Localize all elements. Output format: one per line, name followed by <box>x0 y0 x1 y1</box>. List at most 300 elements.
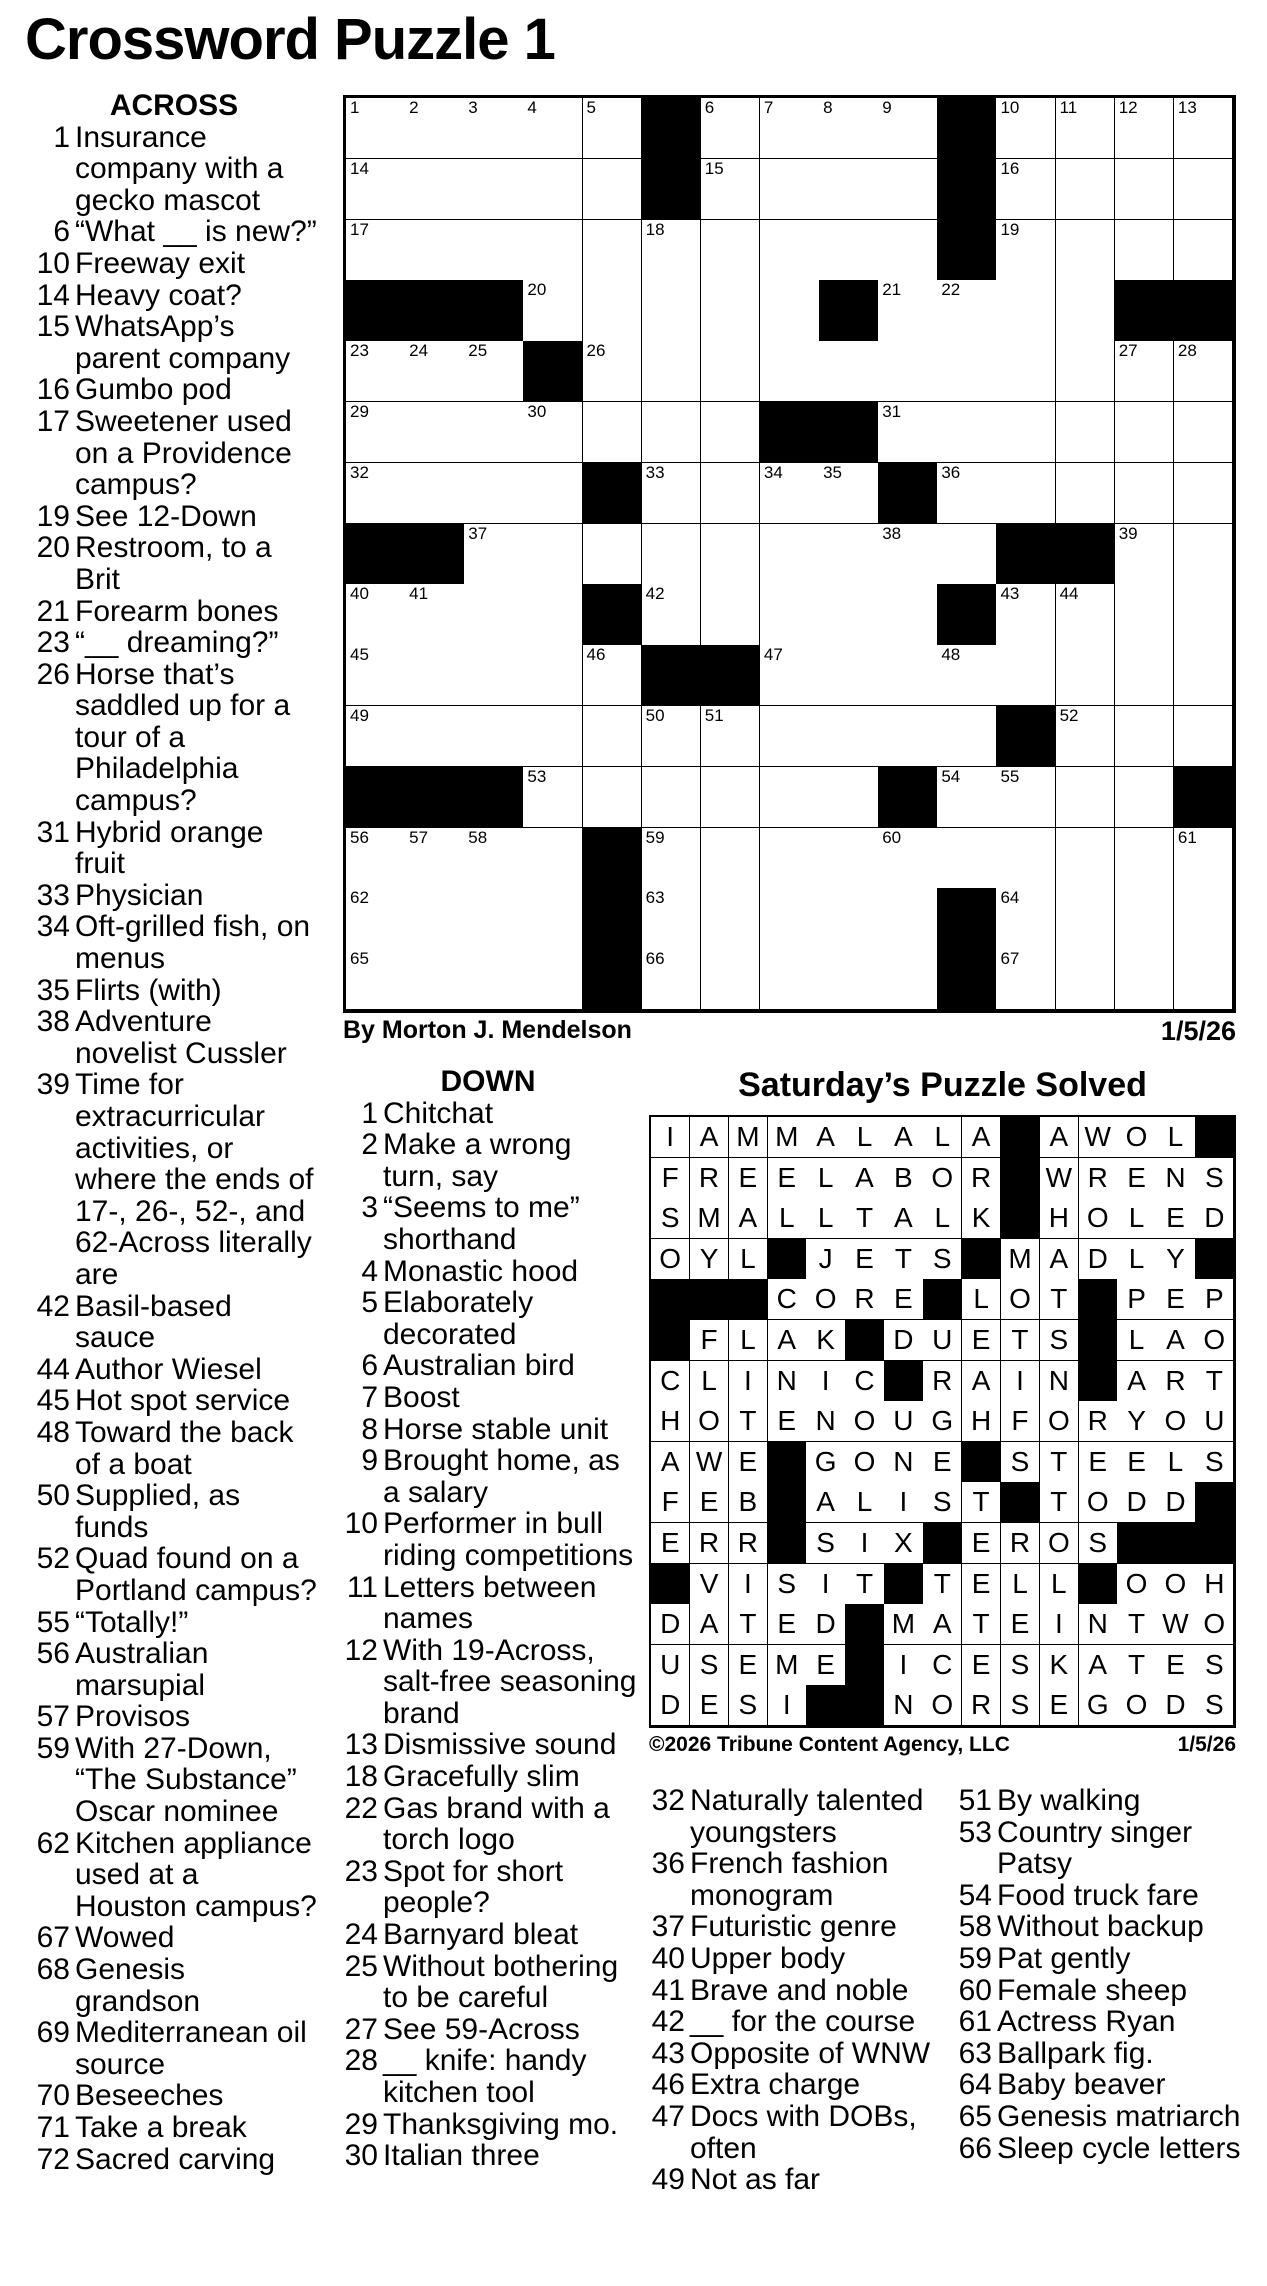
solution-cell: D <box>1195 1198 1234 1239</box>
grid-cell[interactable] <box>523 949 583 1010</box>
grid-cell[interactable] <box>701 280 761 341</box>
across-header: ACROSS <box>109 89 239 122</box>
grid-cell[interactable] <box>937 280 997 341</box>
grid-cell[interactable] <box>346 706 406 767</box>
grid-cell[interactable] <box>760 706 820 767</box>
grid-cell[interactable] <box>1174 949 1234 1010</box>
grid-cell[interactable] <box>937 402 997 463</box>
clue-text: Food truck fare <box>997 1878 1199 1912</box>
black-square <box>1079 1564 1118 1605</box>
grid-cell[interactable] <box>760 463 820 524</box>
cell-number: 9 <box>882 98 892 117</box>
black-square <box>464 767 524 828</box>
grid-cell[interactable] <box>878 220 938 281</box>
grid-cell[interactable] <box>1056 280 1116 341</box>
grid-cell[interactable] <box>878 828 938 889</box>
grid-cell[interactable] <box>819 706 879 767</box>
grid-cell[interactable] <box>1056 767 1116 828</box>
grid-cell[interactable] <box>583 220 643 281</box>
solution-cell: I <box>806 1361 845 1402</box>
clue-number: 37 <box>651 1910 685 1944</box>
grid-cell[interactable] <box>760 98 820 159</box>
grid-cell[interactable] <box>642 767 702 828</box>
grid-cell[interactable] <box>701 888 761 949</box>
grid-cell[interactable] <box>819 159 879 220</box>
grid-cell[interactable] <box>760 888 820 949</box>
clue-text: Gumbo pod <box>75 373 232 407</box>
grid-cell[interactable] <box>642 280 702 341</box>
solution-cell: L <box>1001 1564 1040 1605</box>
grid-cell[interactable] <box>1056 159 1116 220</box>
clue-item <box>30 1638 318 1701</box>
black-square <box>1156 1523 1195 1564</box>
clue-number: 26 <box>36 657 70 691</box>
grid-cell[interactable] <box>701 949 761 1010</box>
solution-cell: Y <box>1156 1239 1195 1280</box>
solution-cell: I <box>884 1645 923 1686</box>
grid-cell[interactable] <box>405 949 465 1010</box>
across-clues <box>30 90 318 2175</box>
clue-item <box>30 2112 318 2144</box>
clue-text: Provisos <box>75 1700 191 1734</box>
black-square <box>1195 1523 1234 1564</box>
cell-number: 37 <box>468 523 488 543</box>
grid-cell[interactable] <box>346 828 406 889</box>
grid-cell[interactable] <box>523 828 583 889</box>
grid-cell[interactable] <box>1174 98 1234 159</box>
grid-cell[interactable] <box>996 402 1056 463</box>
grid-cell[interactable] <box>405 463 465 524</box>
grid-cell[interactable] <box>819 645 879 706</box>
grid-cell[interactable] <box>878 949 938 1010</box>
clue-text: Upper body <box>690 1941 846 1975</box>
grid-cell[interactable] <box>523 402 583 463</box>
clue-item <box>338 2109 638 2141</box>
grid-cell[interactable] <box>760 524 820 585</box>
clue-item <box>338 1287 638 1350</box>
grid-cell[interactable] <box>1174 463 1234 524</box>
grid-cell[interactable] <box>1115 159 1175 220</box>
cell-number: 57 <box>409 827 429 847</box>
clue-item <box>645 2101 945 2164</box>
grid-cell[interactable] <box>996 645 1056 706</box>
grid-cell[interactable] <box>464 159 524 220</box>
clue-text: See 59-Across <box>383 2012 580 2046</box>
grid-cell[interactable] <box>583 402 643 463</box>
grid-cell[interactable] <box>1056 402 1116 463</box>
grid-cell[interactable] <box>346 888 406 949</box>
clue-item <box>338 2140 638 2172</box>
grid-cell[interactable] <box>996 828 1056 889</box>
grid-cell[interactable] <box>1115 949 1175 1010</box>
solution-cell: N <box>1040 1361 1079 1402</box>
grid-cell[interactable] <box>346 402 406 463</box>
grid-cell[interactable] <box>405 341 465 402</box>
solution-cell: L <box>1117 1320 1156 1361</box>
black-square <box>346 767 406 828</box>
grid-cell[interactable] <box>464 584 524 645</box>
grid-cell[interactable] <box>701 341 761 402</box>
grid-cell[interactable] <box>819 949 879 1010</box>
grid-cell[interactable] <box>464 220 524 281</box>
grid-cell[interactable] <box>760 767 820 828</box>
clue-text: Genesis matriarch <box>997 2099 1241 2133</box>
solution-cell: W <box>1156 1604 1195 1645</box>
grid-cell[interactable] <box>405 584 465 645</box>
grid-cell[interactable] <box>1174 524 1234 585</box>
clue-text: Country singer Patsy <box>997 1815 1193 1881</box>
clue-number: 8 <box>361 1412 378 1446</box>
grid-cell[interactable] <box>464 524 524 585</box>
grid-cell[interactable] <box>878 524 938 585</box>
grid-cell[interactable] <box>642 888 702 949</box>
puzzle-date: 1/5/26 <box>1160 1016 1236 1046</box>
grid-cell[interactable] <box>937 706 997 767</box>
grid-cell[interactable] <box>1115 402 1175 463</box>
clue-text: WhatsApp’s parent company <box>75 310 291 375</box>
clue-number: 1 <box>53 120 70 154</box>
grid-cell[interactable] <box>819 463 879 524</box>
grid-cell[interactable] <box>819 584 879 645</box>
grid-cell[interactable] <box>642 341 702 402</box>
grid-cell[interactable] <box>937 341 997 402</box>
grid-cell[interactable] <box>1115 767 1175 828</box>
grid-cell[interactable] <box>642 463 702 524</box>
grid-cell[interactable] <box>583 645 643 706</box>
grid-cell[interactable] <box>464 402 524 463</box>
clue-text: Docs with DOBs, often <box>690 2099 917 2165</box>
grid-cell[interactable] <box>760 220 820 281</box>
solution-cell: A <box>923 1604 962 1645</box>
grid-cell[interactable] <box>701 706 761 767</box>
grid-cell[interactable] <box>405 402 465 463</box>
grid-cell[interactable] <box>819 888 879 949</box>
grid-cell[interactable] <box>760 341 820 402</box>
clue-text: With 19-Across, salt-free seasoning brand <box>383 1633 637 1730</box>
grid-cell[interactable] <box>819 341 879 402</box>
grid-cell[interactable] <box>996 767 1056 828</box>
grid-cell[interactable] <box>523 645 583 706</box>
grid-cell[interactable] <box>1174 584 1234 645</box>
grid-cell[interactable] <box>405 645 465 706</box>
grid-cell[interactable] <box>464 341 524 402</box>
solution-cell: E <box>923 1442 962 1483</box>
cell-number: 14 <box>350 158 369 178</box>
grid-cell[interactable] <box>819 98 879 159</box>
grid-cell[interactable] <box>937 524 997 585</box>
grid-cell[interactable] <box>760 280 820 341</box>
grid-cell[interactable] <box>996 280 1056 341</box>
grid-cell[interactable] <box>346 159 406 220</box>
solution-cell: T <box>923 1564 962 1605</box>
grid-cell[interactable] <box>878 280 938 341</box>
black-square <box>729 1279 768 1320</box>
grid-cell[interactable] <box>583 706 643 767</box>
grid-cell[interactable] <box>760 584 820 645</box>
clue-number: 32 <box>651 1784 685 1817</box>
cell-number: 1 <box>350 98 360 117</box>
grid-cell[interactable] <box>996 584 1056 645</box>
grid-cell[interactable] <box>1174 828 1234 889</box>
solution-cell: S <box>1001 1685 1040 1726</box>
grid-cell[interactable] <box>701 402 761 463</box>
clue-text: Monastic hood <box>383 1254 579 1288</box>
grid-cell[interactable] <box>405 98 465 159</box>
solution-cell: E <box>729 1158 768 1199</box>
cell-number: 66 <box>645 949 665 969</box>
grid-cell[interactable] <box>1174 645 1234 706</box>
grid-cell[interactable] <box>937 645 997 706</box>
clue-item <box>30 122 318 217</box>
grid-cell[interactable] <box>346 98 406 159</box>
grid-cell[interactable] <box>878 888 938 949</box>
solution-cell: D <box>1079 1239 1118 1280</box>
grid-cell[interactable] <box>464 98 524 159</box>
grid-cell[interactable] <box>1115 584 1175 645</box>
grid-cell[interactable] <box>701 159 761 220</box>
grid-cell[interactable] <box>642 706 702 767</box>
solution-cell: S <box>1040 1320 1079 1361</box>
grid-cell[interactable] <box>701 220 761 281</box>
grid-cell[interactable] <box>464 463 524 524</box>
grid-cell[interactable] <box>346 645 406 706</box>
grid-cell[interactable] <box>1174 706 1234 767</box>
clue-item <box>30 406 318 501</box>
solution-cell: U <box>923 1320 962 1361</box>
grid-cell[interactable] <box>878 98 938 159</box>
grid-cell[interactable] <box>642 828 702 889</box>
grid-cell[interactable] <box>523 888 583 949</box>
grid-cell[interactable] <box>464 828 524 889</box>
clue-number: 38 <box>36 1005 70 1039</box>
clue-number: 50 <box>36 1479 70 1513</box>
grid-cell[interactable] <box>464 888 524 949</box>
solution-cell: O <box>690 1401 729 1442</box>
solution-cell: T <box>962 1604 1001 1645</box>
grid-cell[interactable] <box>1056 949 1116 1010</box>
solution-cell: I <box>806 1564 845 1605</box>
grid-cell[interactable] <box>1115 98 1175 159</box>
grid-cell[interactable] <box>701 584 761 645</box>
clue-item <box>30 2144 318 2176</box>
grid-cell[interactable] <box>701 98 761 159</box>
grid-cell[interactable] <box>523 98 583 159</box>
cell-number: 34 <box>763 462 783 482</box>
grid-cell[interactable] <box>701 828 761 889</box>
grid-cell[interactable] <box>1115 828 1175 889</box>
grid-cell[interactable] <box>523 524 583 585</box>
grid-cell[interactable] <box>819 767 879 828</box>
solution-cell: D <box>651 1685 690 1726</box>
grid-cell[interactable] <box>996 341 1056 402</box>
grid-cell[interactable] <box>464 706 524 767</box>
grid-cell[interactable] <box>405 828 465 889</box>
clue-item <box>30 1922 318 1954</box>
grid-cell[interactable] <box>642 949 702 1010</box>
solution-cell: O <box>923 1158 962 1199</box>
clue-item <box>30 501 318 533</box>
clue-text: Australian marsupial <box>75 1637 209 1702</box>
cell-number: 58 <box>468 827 488 847</box>
grid-cell[interactable] <box>642 220 702 281</box>
grid-cell[interactable] <box>878 341 938 402</box>
solution-cell: N <box>768 1361 807 1402</box>
grid-cell[interactable] <box>405 159 465 220</box>
clue-item <box>338 1793 638 1856</box>
clue-number: 56 <box>36 1637 70 1671</box>
solution-cell: O <box>1040 1401 1079 1442</box>
grid-cell[interactable] <box>1056 584 1116 645</box>
grid-cell[interactable] <box>996 888 1056 949</box>
grid-cell[interactable] <box>523 159 583 220</box>
clue-number: 54 <box>958 1878 992 1912</box>
cell-number: 25 <box>468 341 488 361</box>
grid-cell[interactable] <box>346 463 406 524</box>
grid-cell[interactable] <box>523 280 583 341</box>
grid-cell[interactable] <box>405 706 465 767</box>
grid-cell[interactable] <box>1115 341 1175 402</box>
cell-number: 6 <box>704 98 715 117</box>
solution-cell: E <box>1040 1685 1079 1726</box>
clue-number: 2 <box>361 1128 378 1162</box>
grid-cell[interactable] <box>1174 402 1234 463</box>
solution-cell: T <box>1001 1320 1040 1361</box>
grid-cell[interactable] <box>464 949 524 1010</box>
grid-cell[interactable] <box>1056 220 1116 281</box>
grid-cell[interactable] <box>1115 524 1175 585</box>
grid-cell[interactable] <box>819 828 879 889</box>
grid-cell[interactable] <box>1174 159 1234 220</box>
grid-cell[interactable] <box>642 402 702 463</box>
clue-number: 45 <box>36 1384 70 1418</box>
crossword-grid[interactable] <box>343 95 1236 1013</box>
grid-cell[interactable] <box>1115 463 1175 524</box>
solution-cell: S <box>806 1523 845 1564</box>
grid-cell[interactable] <box>701 767 761 828</box>
black-square <box>1079 1279 1118 1320</box>
grid-cell[interactable] <box>583 159 643 220</box>
solution-cell: T <box>1040 1442 1079 1483</box>
grid-cell[interactable] <box>996 949 1056 1010</box>
grid-cell[interactable] <box>523 220 583 281</box>
clue-item <box>952 2133 1252 2165</box>
clue-number: 22 <box>344 1791 378 1825</box>
grid-cell[interactable] <box>1115 220 1175 281</box>
grid-cell[interactable] <box>346 220 406 281</box>
grid-cell[interactable] <box>760 645 820 706</box>
grid-cell[interactable] <box>937 767 997 828</box>
grid-cell[interactable] <box>937 463 997 524</box>
grid-cell[interactable] <box>346 584 406 645</box>
grid-cell[interactable] <box>1115 888 1175 949</box>
grid-cell[interactable] <box>1056 98 1116 159</box>
grid-cell[interactable] <box>701 524 761 585</box>
solution-cell: D <box>1156 1685 1195 1726</box>
grid-cell[interactable] <box>819 524 879 585</box>
grid-cell[interactable] <box>405 220 465 281</box>
solution-cell: A <box>1117 1361 1156 1402</box>
grid-cell[interactable] <box>346 949 406 1010</box>
grid-cell[interactable] <box>1056 645 1116 706</box>
grid-cell[interactable] <box>996 159 1056 220</box>
grid-cell[interactable] <box>878 706 938 767</box>
solution-cell: I <box>1040 1604 1079 1645</box>
cell-number: 38 <box>882 523 902 543</box>
grid-cell[interactable] <box>583 98 643 159</box>
grid-cell[interactable] <box>583 341 643 402</box>
grid-cell[interactable] <box>405 888 465 949</box>
grid-cell[interactable] <box>523 463 583 524</box>
grid-cell[interactable] <box>937 828 997 889</box>
grid-cell[interactable] <box>701 463 761 524</box>
grid-cell[interactable] <box>996 220 1056 281</box>
grid-cell[interactable] <box>760 949 820 1010</box>
grid-cell[interactable] <box>1056 341 1116 402</box>
solution-cell: E <box>768 1158 807 1199</box>
grid-cell[interactable] <box>1115 645 1175 706</box>
grid-cell[interactable] <box>583 524 643 585</box>
grid-cell[interactable] <box>1174 888 1234 949</box>
grid-cell[interactable] <box>819 220 879 281</box>
solution-cell: R <box>1001 1523 1040 1564</box>
grid-cell[interactable] <box>996 463 1056 524</box>
grid-cell[interactable] <box>1174 220 1234 281</box>
solution-cell: N <box>1156 1158 1195 1199</box>
grid-cell[interactable] <box>346 341 406 402</box>
clue-text: Horse stable unit <box>383 1412 609 1446</box>
byline: By Morton J. Mendelson <box>343 1016 632 1044</box>
solution-cell: Y <box>1117 1401 1156 1442</box>
clue-text: Gracefully slim <box>383 1760 580 1794</box>
grid-cell[interactable] <box>642 584 702 645</box>
solution-cell: K <box>806 1320 845 1361</box>
clue-item <box>645 2006 945 2038</box>
grid-cell[interactable] <box>878 645 938 706</box>
grid-cell[interactable] <box>464 645 524 706</box>
grid-cell[interactable] <box>642 524 702 585</box>
clue-number: 9 <box>361 1444 378 1478</box>
grid-cell[interactable] <box>878 402 938 463</box>
grid-cell[interactable] <box>523 584 583 645</box>
solution-cell: O <box>1079 1482 1118 1523</box>
grid-cell[interactable] <box>760 828 820 889</box>
grid-cell[interactable] <box>523 706 583 767</box>
grid-cell[interactable] <box>878 159 938 220</box>
black-square <box>464 280 524 341</box>
grid-cell[interactable] <box>1056 828 1116 889</box>
grid-cell[interactable] <box>996 98 1056 159</box>
clue-item <box>30 1733 318 1828</box>
grid-cell[interactable] <box>1056 706 1116 767</box>
grid-cell[interactable] <box>760 159 820 220</box>
grid-cell[interactable] <box>583 280 643 341</box>
clue-number: 20 <box>36 531 70 565</box>
clue-text: Ballpark fig. <box>997 2036 1154 2070</box>
grid-cell[interactable] <box>1056 463 1116 524</box>
grid-cell[interactable] <box>878 584 938 645</box>
clue-number: 69 <box>36 2016 70 2050</box>
grid-cell[interactable] <box>1056 888 1116 949</box>
cell-number: 28 <box>1177 341 1197 361</box>
grid-cell[interactable] <box>1115 706 1175 767</box>
grid-cell[interactable] <box>523 767 583 828</box>
clue-number: 29 <box>344 2107 378 2141</box>
grid-cell[interactable] <box>1174 341 1234 402</box>
grid-cell[interactable] <box>583 767 643 828</box>
clue-item <box>30 1385 318 1417</box>
clue-number: 60 <box>958 1973 992 2007</box>
page-title: Crossword Puzzle 1 <box>25 7 555 72</box>
